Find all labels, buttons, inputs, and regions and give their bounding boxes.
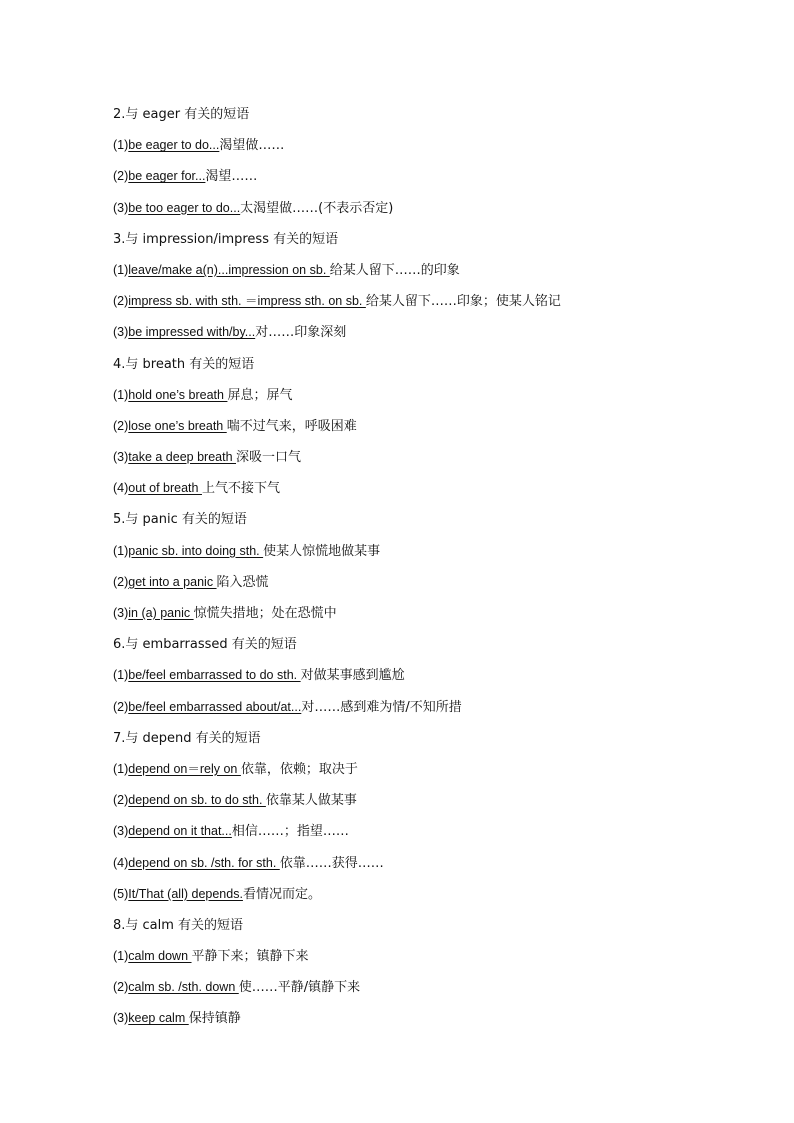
phrase-text: panic sb. into doing sth.	[128, 543, 264, 558]
item-number: (1)	[113, 543, 129, 558]
item-number: (1)	[113, 668, 129, 683]
item-number: (2)	[113, 699, 129, 714]
phrase-text: lose one’s breath	[128, 418, 227, 433]
item-number: (2)	[113, 980, 129, 995]
phrase-item	[113, 879, 713, 910]
phrase-text: be/feel embarrassed about/at...	[128, 699, 302, 714]
item-number: (2)	[113, 294, 129, 309]
phrase-item	[113, 598, 713, 629]
phrase-item	[113, 972, 713, 1003]
phrase-meaning: 对……感到难为情/不知所措	[301, 699, 462, 715]
item-number: (3)	[113, 450, 129, 465]
phrase-meaning: 给某人留下……印象；使某人铭记	[365, 294, 561, 310]
phrase-item	[113, 473, 713, 504]
phrase-meaning: 给某人留下……的印象	[329, 262, 460, 278]
item-number: (1)	[113, 387, 129, 402]
phrase-text: be impressed with/by...	[128, 325, 256, 340]
section-heading: 8.与 calm 有关的短语	[113, 917, 244, 933]
phrase-text: It/That (all) depends.	[128, 886, 243, 901]
item-number: (2)	[113, 169, 129, 184]
item-number: (3)	[113, 200, 129, 215]
item-number: (2)	[113, 574, 129, 589]
phrase-text: impress sb. with sth. ＝impress sth. on sb.	[128, 294, 366, 309]
item-number: (1)	[113, 262, 129, 277]
phrase-meaning: 渴望做……	[219, 138, 285, 154]
phrase-meaning: 深吸一口气	[236, 450, 302, 466]
phrase-item	[113, 660, 713, 691]
item-number: (1)	[113, 138, 129, 153]
section-heading: 5.与 panic 有关的短语	[113, 512, 247, 528]
phrase-meaning: 屏息；屏气	[227, 387, 293, 403]
phrase-meaning: 喘不过气来，呼吸困难	[226, 418, 357, 434]
phrase-meaning: 依靠……获得……	[279, 855, 384, 871]
phrase-item	[113, 161, 713, 192]
phrase-text: be eager for...	[128, 169, 206, 184]
phrase-meaning: 看情况而定。	[242, 886, 321, 902]
phrase-text: get into a panic	[128, 574, 217, 589]
phrase-item	[113, 754, 713, 785]
phrase-text: be eager to do...	[128, 138, 220, 153]
section-heading: 4.与 breath 有关的短语	[113, 356, 255, 372]
phrase-meaning: 对……印象深刻	[255, 325, 347, 341]
phrase-text: keep calm	[128, 1011, 189, 1026]
item-number: (1)	[113, 761, 129, 776]
phrase-text: in (a) panic	[128, 606, 194, 620]
item-number: (3)	[113, 325, 129, 340]
phrase-text: be/feel embarrassed to do sth.	[128, 668, 301, 683]
phrase-text: be too eager to do...	[128, 200, 241, 215]
section-heading: 6.与 embarrassed 有关的短语	[113, 637, 297, 653]
phrase-text: depend on sb. /sth. for sth.	[128, 855, 280, 870]
item-number: (3)	[113, 1011, 129, 1026]
phrase-meaning: 依靠，依赖；取决于	[240, 761, 358, 777]
phrase-meaning: 使某人惊慌地做某事	[263, 543, 381, 559]
document-page	[113, 99, 713, 1035]
item-number: (1)	[113, 949, 129, 964]
phrase-text: calm down	[128, 949, 192, 964]
phrase-item	[113, 1003, 713, 1034]
phrase-item	[113, 286, 713, 317]
phrase-text: depend on＝rely on	[128, 761, 241, 776]
phrase-item	[113, 816, 713, 847]
phrase-meaning: 相信……；指望……	[231, 824, 349, 840]
phrase-item	[113, 692, 713, 723]
phrase-text: depend on sb. to do sth.	[128, 793, 266, 808]
phrase-meaning: 上气不接下气	[201, 481, 280, 497]
phrase-item	[113, 442, 713, 473]
phrase-item	[113, 785, 713, 816]
phrase-text: hold one’s breath	[128, 387, 228, 402]
phrase-item	[113, 193, 713, 224]
phrase-item	[113, 317, 713, 348]
phrase-meaning: 使……平静/镇静下来	[238, 980, 361, 996]
phrase-meaning: 太渴望做……(不表示否定)	[240, 200, 394, 216]
phrase-item	[113, 411, 713, 442]
phrase-text: depend on it that...	[128, 824, 232, 839]
section-heading: 7.与 depend 有关的短语	[113, 730, 261, 746]
item-number: (4)	[113, 855, 129, 870]
phrase-text: calm sb. /sth. down	[128, 980, 239, 995]
phrase-text: take a deep breath	[128, 450, 237, 465]
phrase-meaning: 渴望……	[205, 169, 258, 185]
phrase-text: out of breath	[128, 481, 202, 496]
phrase-meaning: 依靠某人做某事	[265, 793, 357, 809]
phrase-item	[113, 130, 713, 161]
phrase-meaning: 对做某事感到尴尬	[300, 668, 405, 684]
phrase-item	[113, 941, 713, 972]
phrase-item	[113, 567, 713, 598]
phrase-meaning: 平静下来；镇静下来	[191, 949, 309, 965]
phrase-item	[113, 255, 713, 286]
phrase-meaning: 惊慌失措地；处在恐慌中	[193, 606, 337, 621]
section-heading: 2.与 eager 有关的短语	[113, 107, 250, 122]
item-number: (5)	[113, 886, 129, 901]
phrase-text: leave/make a(n)...impression on sb.	[128, 262, 330, 277]
phrase-item	[113, 536, 713, 567]
item-number: (4)	[113, 481, 129, 496]
phrase-meaning: 陷入恐慌	[216, 574, 269, 590]
item-number: (2)	[113, 418, 129, 433]
item-number: (3)	[113, 606, 129, 620]
phrase-item	[113, 380, 713, 411]
item-number: (2)	[113, 793, 129, 808]
phrase-item	[113, 848, 713, 879]
phrase-meaning: 保持镇静	[188, 1011, 241, 1027]
item-number: (3)	[113, 824, 129, 839]
section-heading: 3.与 impression/impress 有关的短语	[113, 231, 339, 247]
